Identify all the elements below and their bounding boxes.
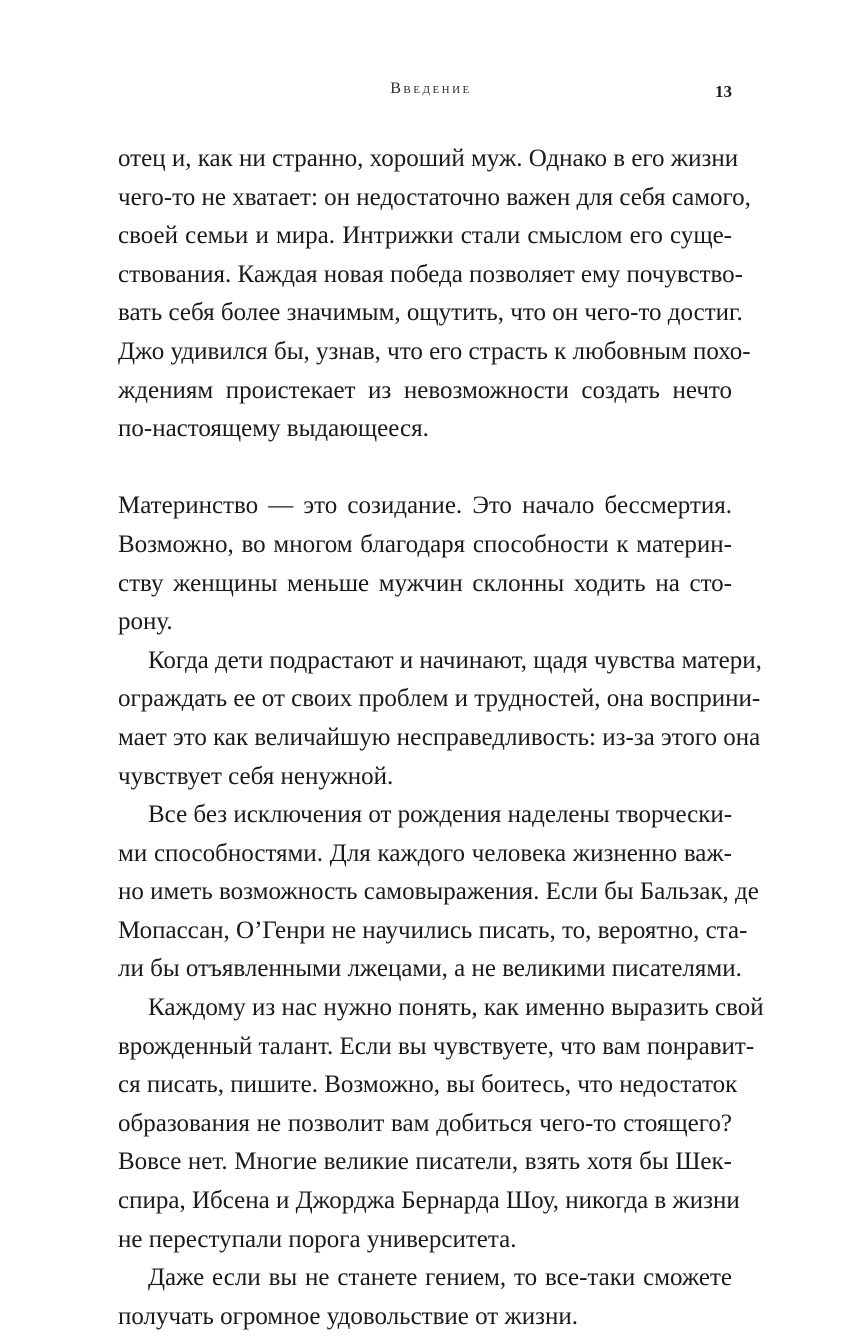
text-line: Даже если вы не станете гением, то все-таки сможете (148, 1264, 732, 1292)
text-line: Все без исключения от рождения наделены творчески- (148, 801, 733, 829)
text-line: ли бы отъявленными лжецами, а не великими писателями. (118, 955, 742, 983)
text-line: Вовсе нет. Многие великие писатели, взять хотя бы Шек- (118, 1148, 732, 1176)
page-number: 13 (715, 82, 732, 101)
text-line: Возможно, во многом благодаря способности к материн- (118, 530, 732, 558)
text-line: вать себя более значимым, ощутить, что он чего-то достиг. (118, 299, 743, 327)
text-line: ограждать ее от своих проблем и трудностей, она восприни- (118, 685, 761, 713)
text-line: своей семьи и мира. Интрижки стали смыслом его суще- (118, 222, 732, 250)
section-break (118, 449, 732, 488)
paragraph-motherhood (118, 487, 732, 641)
text-line: спира, Ибсена и Джорджа Бернарда Шоу, никогда в жизни (118, 1187, 740, 1215)
text-line: ми способностями. Для каждого человека жизненно важ- (118, 839, 732, 867)
paragraph-talent (118, 989, 764, 1259)
text-line: не переступали порога университета. (118, 1225, 517, 1253)
running-head (0, 78, 862, 102)
text-line: Когда дети подрастают и начинают, щадя чувства матери, (148, 646, 762, 674)
text-line: ся писать, пишите. Возможно, вы боитесь, что недостаток (118, 1071, 738, 1099)
text-line: Мопассан, О’Генри не научились писать, то, вероятно, ста- (118, 916, 748, 944)
section-title: Введение (390, 80, 472, 97)
paragraph-continued (118, 140, 751, 449)
paragraph-genius (118, 1259, 732, 1336)
text-line: Материнство — это созидание. Это начало бессмертия. (118, 492, 732, 520)
text-line: ждениям проистекает из невозможности создать нечто (118, 376, 732, 404)
text-line: чего-то не хватает: он недостаточно важен для себя самого, (118, 183, 751, 211)
body-text (118, 140, 764, 1336)
text-line: ствования. Каждая новая победа позволяет ему почувство- (118, 260, 743, 288)
paragraph-children (118, 642, 762, 796)
text-line: чувствует себя ненужной. (118, 762, 394, 790)
text-line: образования не позволит вам добиться чего-то стоящего? (118, 1109, 732, 1137)
text-line: мает это как величайшую несправедливость: из-за этого она (118, 723, 761, 751)
text-line: отец и, как ни странно, хороший муж. Однако в его жизни (118, 145, 739, 172)
text-line: рону. (118, 608, 173, 636)
text-line: Джо удивился бы, узнав, что его страсть к любовным похо- (118, 337, 751, 365)
text-line: врожденный талант. Если вы чувствуете, что вам понравит- (118, 1032, 755, 1060)
text-line: Каждому из нас нужно понять, как именно выразить свой (148, 994, 764, 1022)
text-line: но иметь возможность самовыражения. Если бы Бальзак, де (118, 878, 759, 906)
text-line: получать огромное удовольствие от жизни. (118, 1302, 579, 1330)
text-line: по-настоящему выдающееся. (118, 415, 429, 443)
paragraph-creativity (118, 796, 759, 989)
text-line: ству женщины меньше мужчин склонны ходить на сто- (118, 569, 732, 597)
